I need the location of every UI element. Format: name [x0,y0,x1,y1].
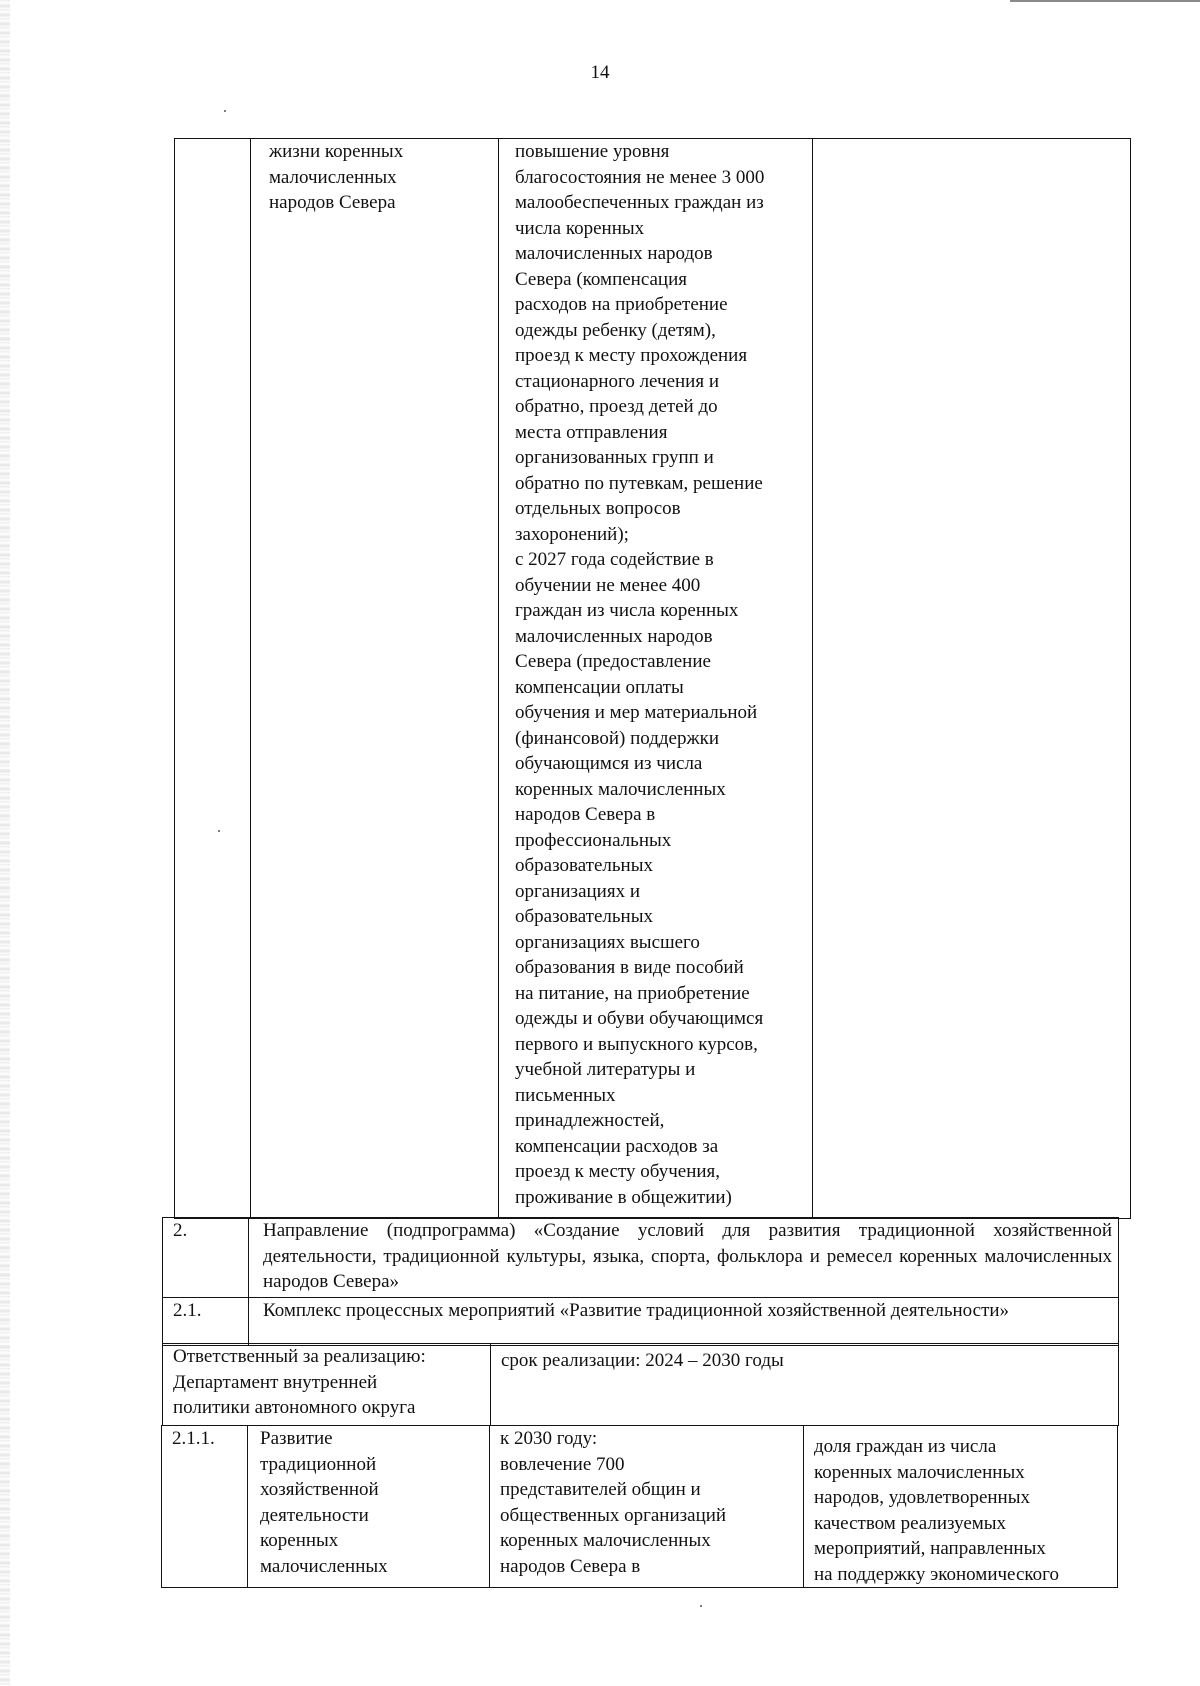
cell-indicator [813,139,1131,1219]
table-row-complex [162,1297,1119,1346]
page-number: 14 [590,62,610,83]
table-row-2-1-1 [161,1425,1118,1588]
cell-row-number: 2. [163,1218,249,1298]
cell-event-result: повышение уровня благосостояния не менее 3 000 малообеспеченных граждан из числа коренных малочисленных народов Севера (компенсация расходов на приобретение одежды ребенку (детям), проезд к месту прохождения стационарного лечения и обратно, проезд детей до места отправления организованных групп и обратно по путевкам, решение отдельных вопросов захоронений); с 2027 года содействие в обучении не менее 400 граждан из числа коренных малочисленных народов Севера (предоставление компенсации оплаты обучения и мер материальной (финансовой) поддержки обучающимся из числа коренных малочисленных народов Севера в профессиональных образовательных организациях и образовательных организациях высшего образования в виде пособий на питание, на приобретение одежды и обуви обучающимся первого и выпускного курсов, учебной литературы и письменных принадлежностей, компенсации расходов за проезд к месту обучения, проживание в общежитии) [499,139,813,1219]
cell-term: срок реализации: 2024 – 2030 годы [491,1344,1119,1426]
cell-responsible: Ответственный за реализацию: Департамент внутренней политики автономного округа [163,1344,491,1426]
cell-event-name: жизни коренных малочисленных народов Севера [251,139,499,1219]
cell-direction-text: Направление (подпрограмма) «Создание условий для развития традиционной хозяйственной деятельности, традиционной культуры, языка, спорта, фольклора и ремесел коренных малочисленных народов Севера» [249,1218,1119,1298]
cell-complex-text: Комплекс процессных мероприятий «Развитие традиционной хозяйственной деятельности» [249,1298,1119,1346]
cell-indicator: доля граждан из числа коренных малочисленных народов, удовлетворенных качеством реализуемых мероприятий, направленных на поддержку экономического [804,1426,1118,1588]
cell-row-number: 2.1.1. [162,1426,248,1588]
cell-row-number: 2.1. [163,1298,249,1346]
scan-speck [224,110,226,112]
cell-number-empty [175,139,251,1219]
cell-event-result: к 2030 году: вовлечение 700 представителей общин и общественных организаций коренных малочисленных народов Севера в [490,1426,804,1588]
cell-event-name: Развитие традиционной хозяйственной деятельности коренных малочисленных [248,1426,490,1588]
scan-edge-left [0,0,10,1686]
table-row-direction [162,1217,1119,1298]
table-row-responsible [162,1343,1119,1426]
table-row-continued [174,138,1131,1219]
scan-edge-top [1010,0,1200,2]
scan-speck [700,1605,702,1607]
